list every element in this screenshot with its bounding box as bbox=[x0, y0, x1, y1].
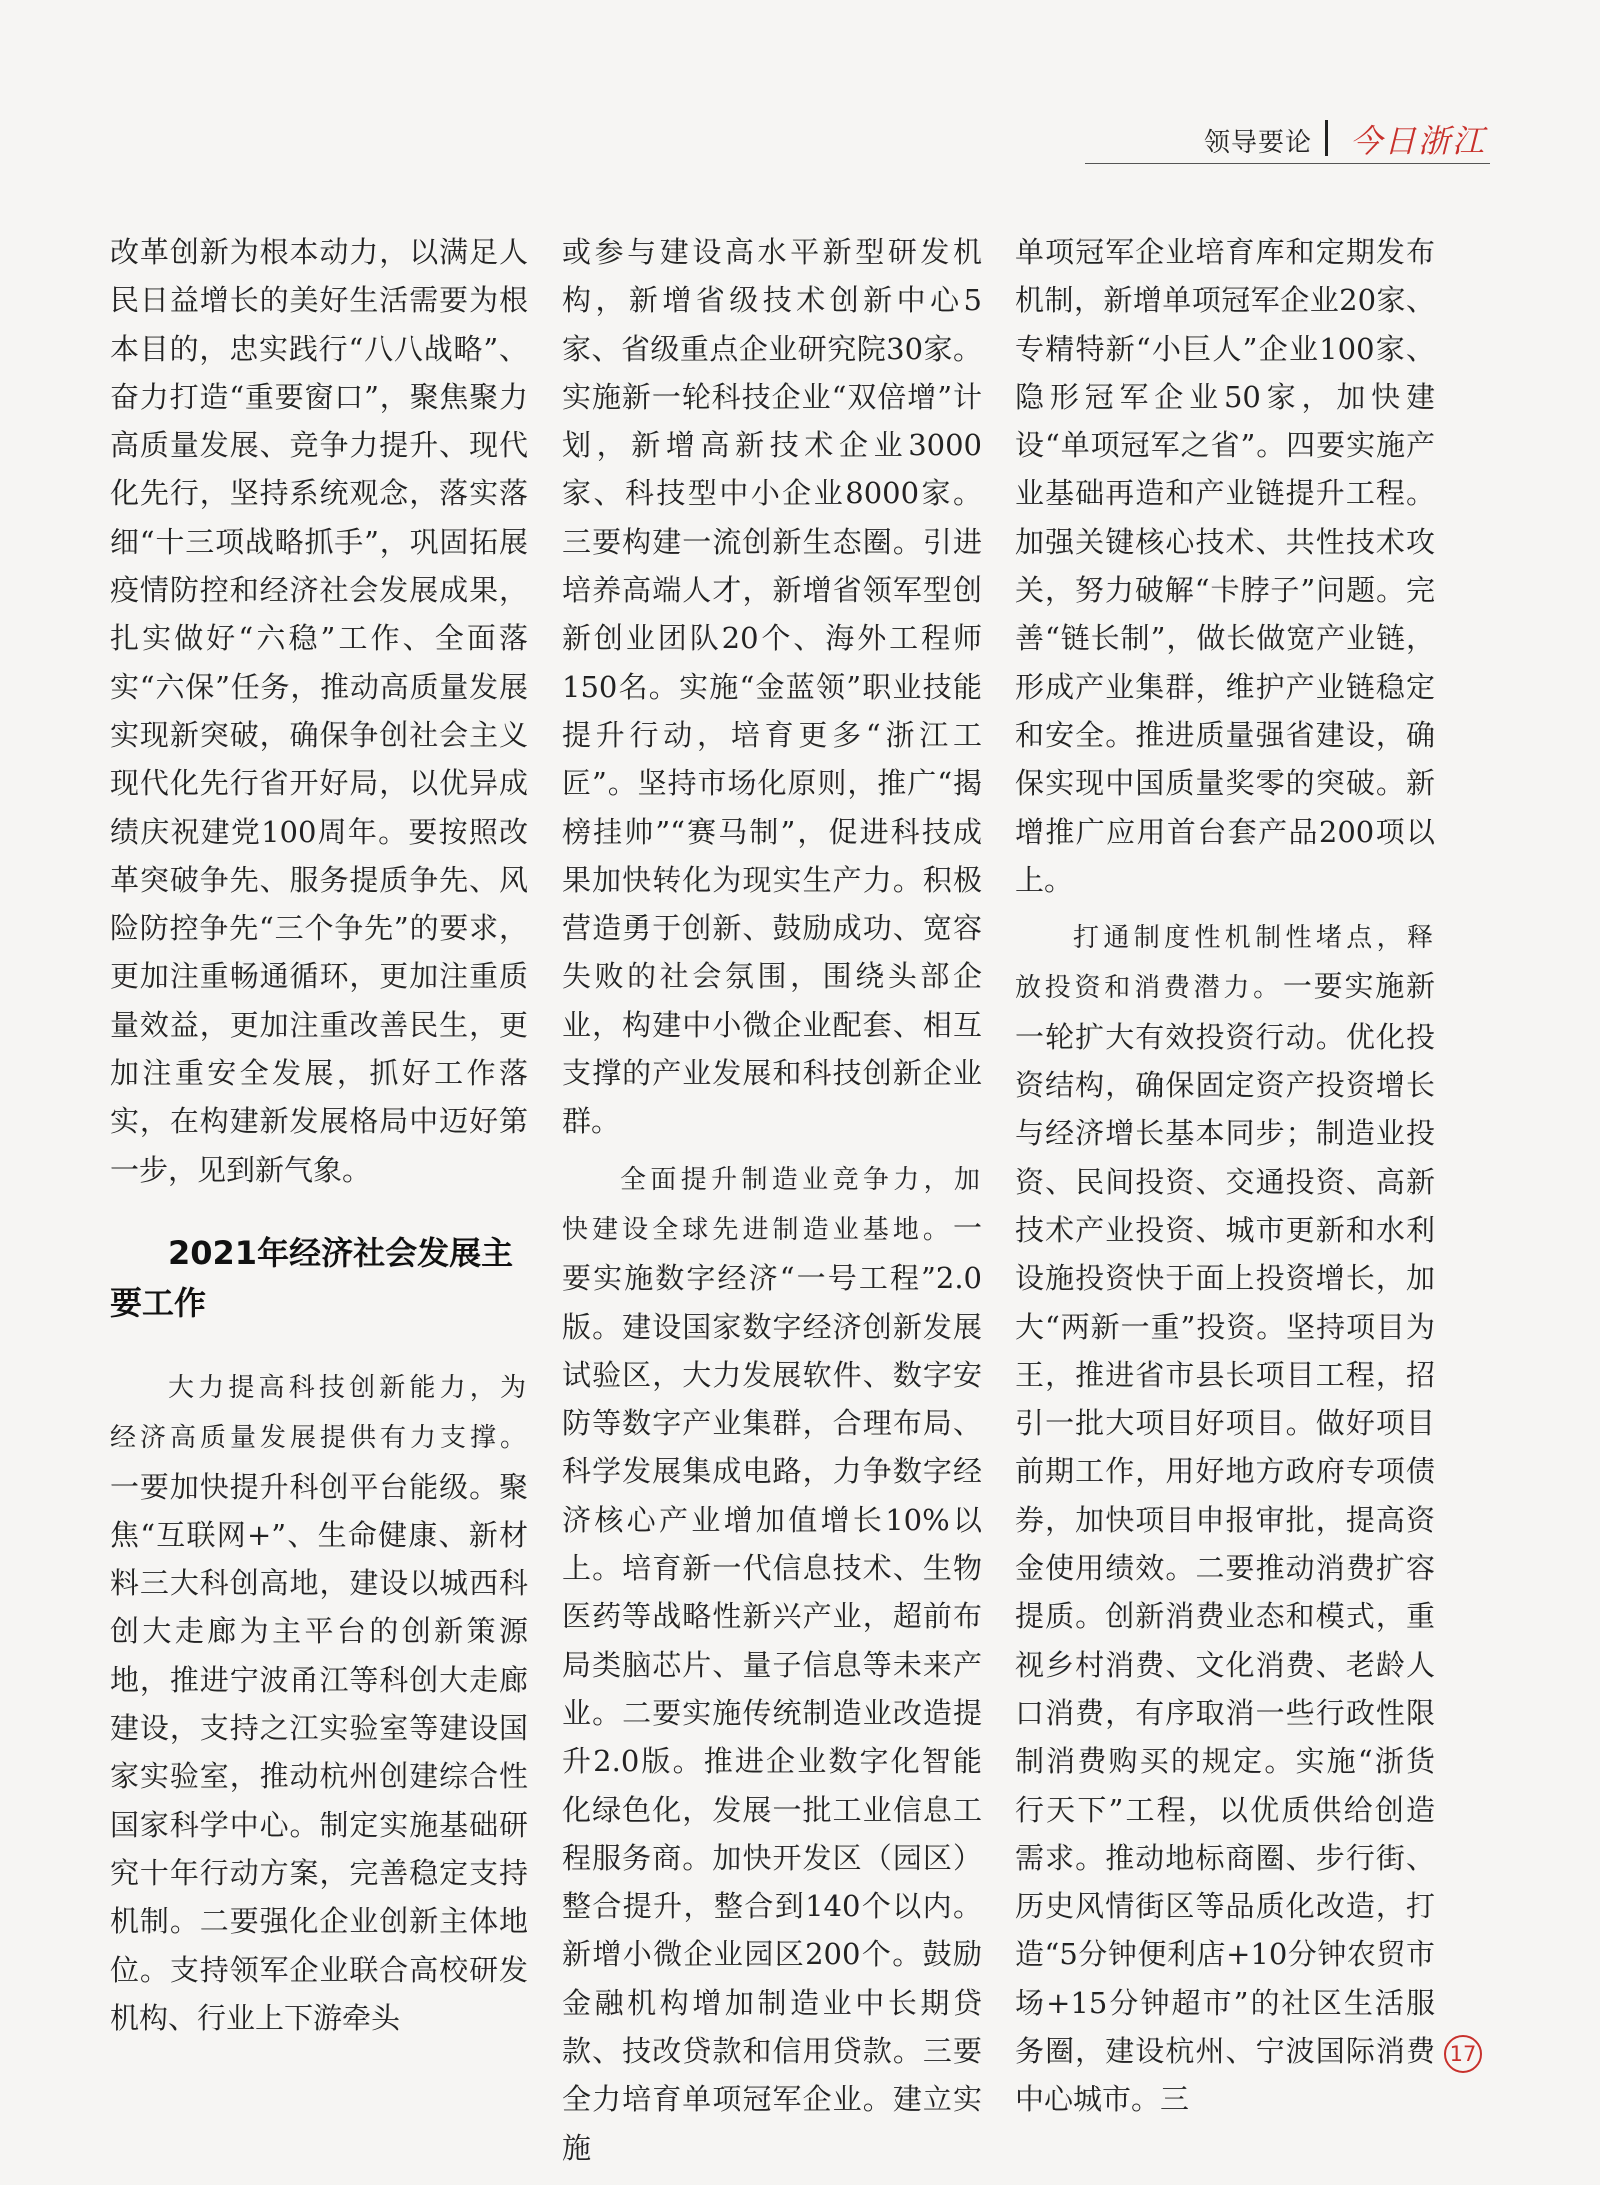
header-rule bbox=[1085, 163, 1490, 164]
paragraph-lead: 打通制度性机制性堵点，释放投资和消费潜力。 bbox=[1015, 923, 1435, 1004]
paragraph: 改革创新为根本动力，以满足人民日益增长的美好生活需要为根本目的，忠实践行“八八战略”、奋力打造“重要窗口”，聚焦聚力高质量发展、竞争力提升、现代化先行，坚持系统观念，落实落细“十三项战略抓手”，巩固拓展疫情防控和经济社会发展成果，扎实做好“六稳”工作、全面落实“六保”任务，推动高质量发展实现新突破，确保争创社会主义现代化先行省开好局，以优异成绩庆祝建党100周年。要按照改革突破争先、服务提质争先、风险防控争先“三个争先”的要求，更加注重畅通循环，更加注重质量效益，更加注重改善民生，更加注重安全发展，抓好工作落实，在构建新发展格局中迈好第一步，见到新气象。 bbox=[110, 235, 528, 1187]
magazine-logo: 今日浙江 bbox=[1349, 122, 1486, 160]
page-header bbox=[1085, 118, 1490, 164]
page-number: 17 bbox=[1444, 2035, 1482, 2073]
section-title: 领导要论 bbox=[1203, 128, 1312, 158]
paragraph bbox=[1015, 912, 1435, 2123]
paragraph-lead: 大力提高科技创新能力，为经济高质量发展提供有力支撑。 bbox=[110, 1372, 528, 1454]
paragraph-body: 一要实施数字经济“一号工程”2.0版。建设国家数字经济创新发展试验区，大力发展软件、数字安防等数字产业集群，合理布局、科学发展集成电路，力争数字经济核心产业增加值增长10%以上。培育新一代信息技术、生物医药等战略性新兴产业，超前布局类脑芯片、量子信息等未来产业。二要实施传统制造业改造提升2.0版。推进企业数字化智能化绿色化，发展一批工业信息工程服务商。加快开发区（园区）整合提升，整合到140个以内。新增小微企业园区200个。鼓励金融机构增加制造业中长期贷款、技改贷款和信用贷款。三要全力培育单项冠军企业。建立实施 bbox=[562, 1210, 982, 2165]
paragraph: 单项冠军企业培育库和定期发布机制，新增单项冠军企业20家、专精特新“小巨人”企业100家、隐形冠军企业50家，加快建设“单项冠军之省”。四要实施产业基础再造和产业链提升工程。加强关键核心技术、共性技术攻关，努力破解“卡脖子”问题。完善“链长制”，做长做宽产业链，形成产业集群，维护产业链稳定和安全。推进质量强省建设，确保实现中国质量奖零的突破。新增推广应用首台套产品200项以上。 bbox=[1015, 235, 1435, 897]
paragraph-lead: 全面提升制造业竞争力，加快建设全球先进制造业基地。 bbox=[562, 1164, 982, 1245]
paragraph bbox=[110, 1362, 528, 2042]
header-divider bbox=[1325, 120, 1328, 156]
paragraph: 或参与建设高水平新型研发机构，新增省级技术创新中心5家、省级重点企业研究院30家。实施新一轮科技企业“双倍增”计划，新增高新技术企业3000家、科技型中小企业8000家。三要构建一流创新生态圈。引进培养高端人才，新增省领军型创新创业团队20个、海外工程师150名。实施“金蓝领”职业技能提升行动，培育更多“浙江工匠”。坚持市场化原则，推广“揭榜挂帅”“赛马制”，促进科技成果加快转化为现实生产力。积极营造勇于创新、鼓励成功、宽容失败的社会氛围，围绕头部企业，构建中小微企业配套、相互支撑的产业发展和科技创新企业群。 bbox=[562, 235, 982, 1139]
column-3 bbox=[1015, 228, 1435, 2124]
section-heading: 2021年经济社会发展主要工作 bbox=[110, 1233, 514, 1322]
column-2 bbox=[562, 228, 982, 2172]
paragraph bbox=[562, 1154, 982, 2172]
paragraph-body: 一要加快提升科创平台能级。聚焦“互联网+”、生命健康、新材料三大科创高地，建设以城西科创大走廊为主平台的创新策源地，推进宁波甬江等科创大走廊建设，支持之江实验室等建设国家实验室，推动杭州创建综合性国家科学中心。制定实施基础研究十年行动方案，完善稳定支持机制。二要强化企业创新主体地位。支持领军企业联合高校研发机构、行业上下游牵头 bbox=[110, 1469, 528, 2035]
paragraph-body: 一要实施新一轮扩大有效投资行动。优化投资结构，确保固定资产投资增长与经济增长基本同步；制造业投资、民间投资、交通投资、高新技术产业投资、城市更新和水利设施投资快于面上投资增长，加大“两新一重”投资。坚持项目为王，推进省市县长项目工程，招引一批大项目好项目。做好项目前期工作，用好地方政府专项债券，加快项目申报审批，提高资金使用绩效。二要推动消费扩容提质。创新消费业态和模式，重视乡村消费、文化消费、老龄人口消费，有序取消一些行政性限制消费购买的规定。实施“浙货行天下”工程，以优质供给创造需求。推动地标商圈、步行街、历史风情街区等品质化改造，打造“5分钟便利店+10分钟农贸市场+15分钟超市”的社区生活服务圈，建设杭州、宁波国际消费中心城市。三 bbox=[1015, 969, 1435, 2117]
column-1 bbox=[110, 228, 528, 2042]
